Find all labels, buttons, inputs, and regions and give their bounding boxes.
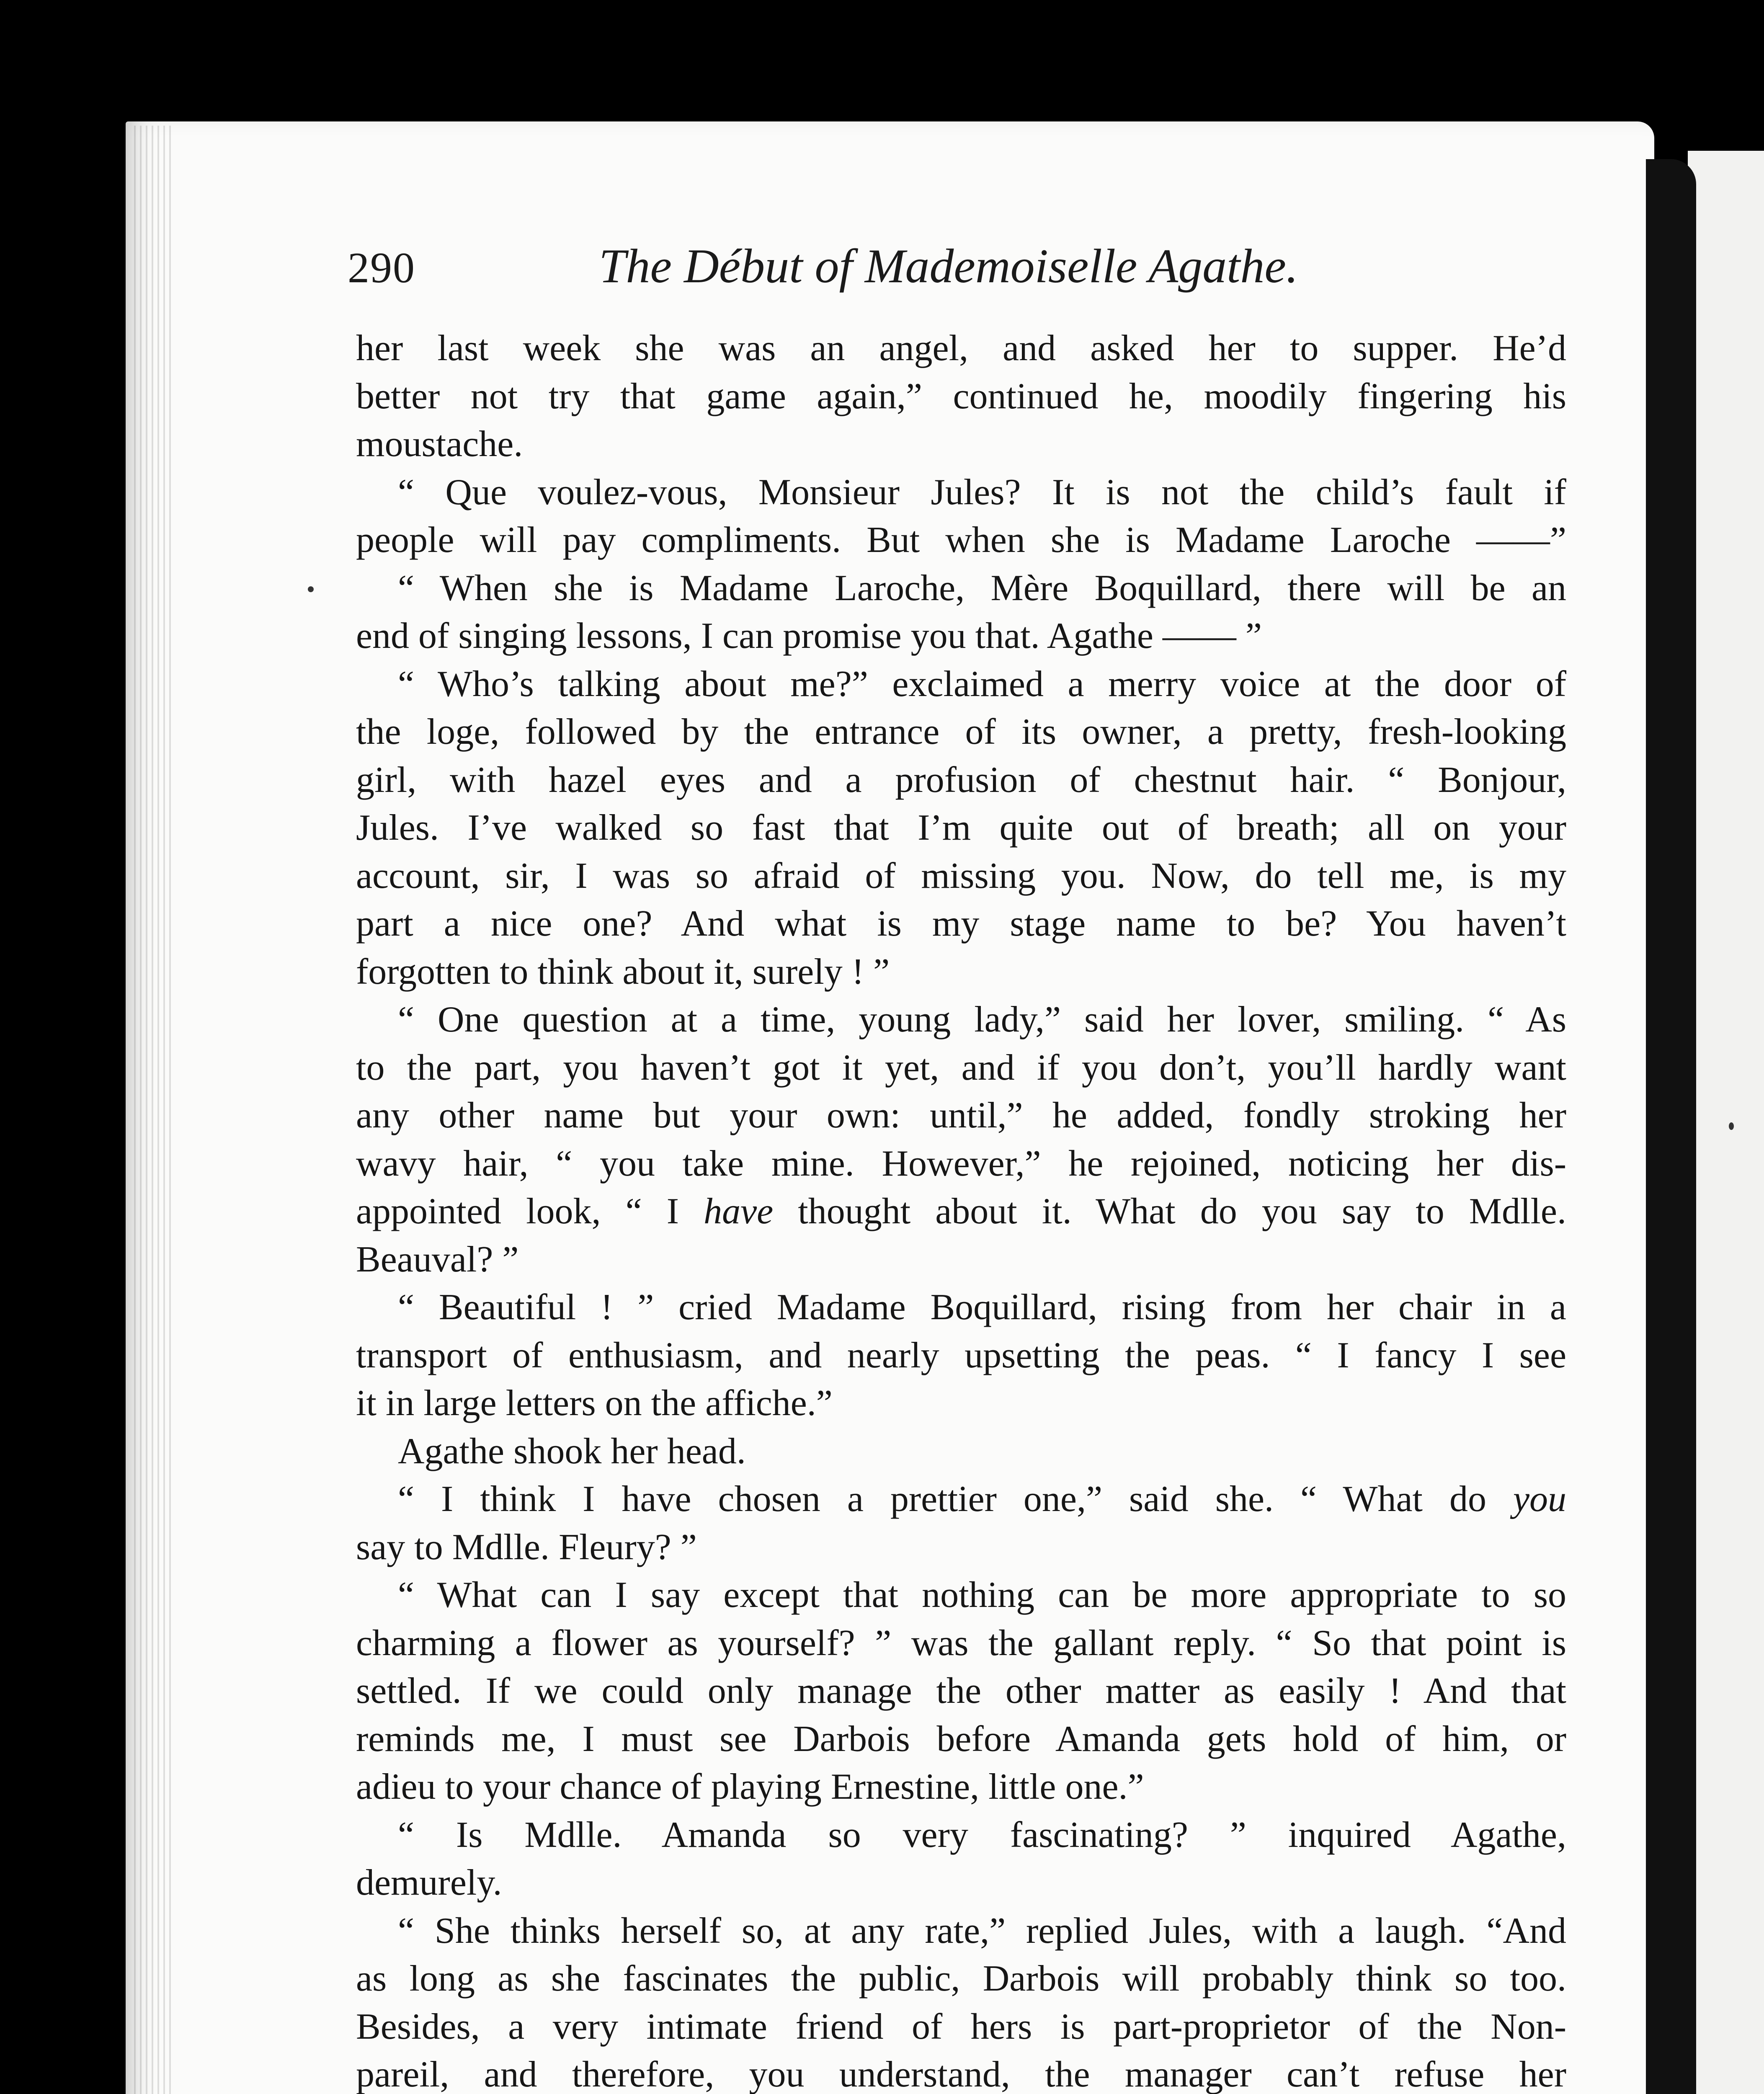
text-line: “ Beautiful ! ” cried Madame Boquillard, rising from her chair in a — [398, 1287, 1566, 1328]
text-line: any other name but your own: until,” he added, fondly stroking her — [356, 1095, 1566, 1136]
page-shadow-edge — [1646, 159, 1696, 2094]
text-line: reminds me, I must see Darbois before Amanda gets hold of him, or — [356, 1718, 1566, 1759]
text-line: as long as she fascinates the public, Darbois will probably think so too. — [356, 1958, 1566, 1999]
text-line: forgotten to think about it, surely ! ” — [356, 951, 890, 992]
text-line: to the part, you haven’t got it yet, and if you don’t, you’ll hardly want — [356, 1047, 1566, 1088]
binding-gutter — [134, 126, 172, 2094]
text-line: better not try that game again,” continued he, moodily fingering his — [356, 376, 1566, 417]
text-line: “ What can I say except that nothing can be more appropriate to so — [398, 1575, 1566, 1615]
text-line: say to Mdlle. Fleury? ” — [356, 1527, 697, 1568]
text-line: transport of enthusiasm, and nearly upsetting the peas. “ I fancy I see — [356, 1335, 1566, 1376]
text-line: “ She thinks herself so, at any rate,” replied Jules, with a laugh. “And — [398, 1910, 1566, 1951]
text-line: it in large letters on the affiche.” — [356, 1383, 833, 1424]
text-line: part a nice one? And what is my stage name to be? You haven’t — [356, 903, 1566, 944]
page-number: 290 — [348, 244, 415, 292]
text-line: settled. If we could only manage the other matter as easily ! And that — [356, 1671, 1566, 1711]
text-line: adieu to your chance of playing Ernestine, little one.” — [356, 1766, 1144, 1807]
running-title: The Début of Mademoiselle Agathe. — [599, 240, 1298, 293]
text-line: Agathe shook her head. — [398, 1431, 746, 1472]
text-line: “ One question at a time, young lady,” said her lover, smiling. “ As — [398, 999, 1566, 1040]
text-line: her last week she was an angel, and asked her to supper. He’d — [356, 328, 1566, 369]
text-line: girl, with hazel eyes and a profusion of chestnut hair. “ Bonjour, — [356, 759, 1566, 800]
text-line: people will pay compliments. But when she is Madame Laroche ——” — [356, 520, 1566, 560]
text-line: wavy hair, “ you take mine. However,” he rejoined, noticing her dis- — [356, 1143, 1566, 1184]
text-line: “ Que voulez-vous, Monsieur Jules? It is not the child’s fault if — [398, 472, 1566, 513]
text-line: the loge, followed by the entrance of its owner, a pretty, fresh-looking — [356, 712, 1566, 752]
text-line: Beauval? ” — [356, 1239, 519, 1280]
text-line: end of singing lessons, I can promise you that. Agathe —— ” — [356, 616, 1262, 656]
text-line: Besides, a very intimate friend of hers is part-proprietor of the Non- — [356, 2006, 1566, 2047]
page-header — [348, 239, 1579, 302]
text-line: “ When she is Madame Laroche, Mère Boquillard, there will be an — [398, 567, 1566, 609]
text-line: “ I think I have chosen a prettier one,” said she. “ What do you — [398, 1479, 1566, 1519]
text-line: “ Is Mdlle. Amanda so very fascinating? ” inquired Agathe, — [398, 1814, 1566, 1855]
text-line: pareil, and therefore, you understand, the manager can’t refuse her — [356, 2054, 1566, 2094]
text-line: appointed look, “ I have thought about it. What do you say to Mdlle. — [356, 1191, 1566, 1232]
ink-speck — [308, 586, 314, 592]
next-page-edge — [1688, 151, 1764, 2094]
ink-speck — [1729, 1122, 1734, 1130]
text-line: account, sir, I was so afraid of missing you. Now, do tell me, is my — [356, 855, 1566, 896]
text-line: Jules. I’ve walked so fast that I’m quite out of breath; all on your — [356, 807, 1566, 848]
text-line: moustache. — [356, 424, 523, 464]
body-text — [356, 325, 1566, 2094]
text-line: demurely. — [356, 1862, 502, 1903]
text-line: charming a flower as yourself? ” was the gallant reply. “ So that point is — [356, 1622, 1566, 1663]
text-line: “ Who’s talking about me?” exclaimed a merry voice at the door of — [398, 663, 1566, 704]
